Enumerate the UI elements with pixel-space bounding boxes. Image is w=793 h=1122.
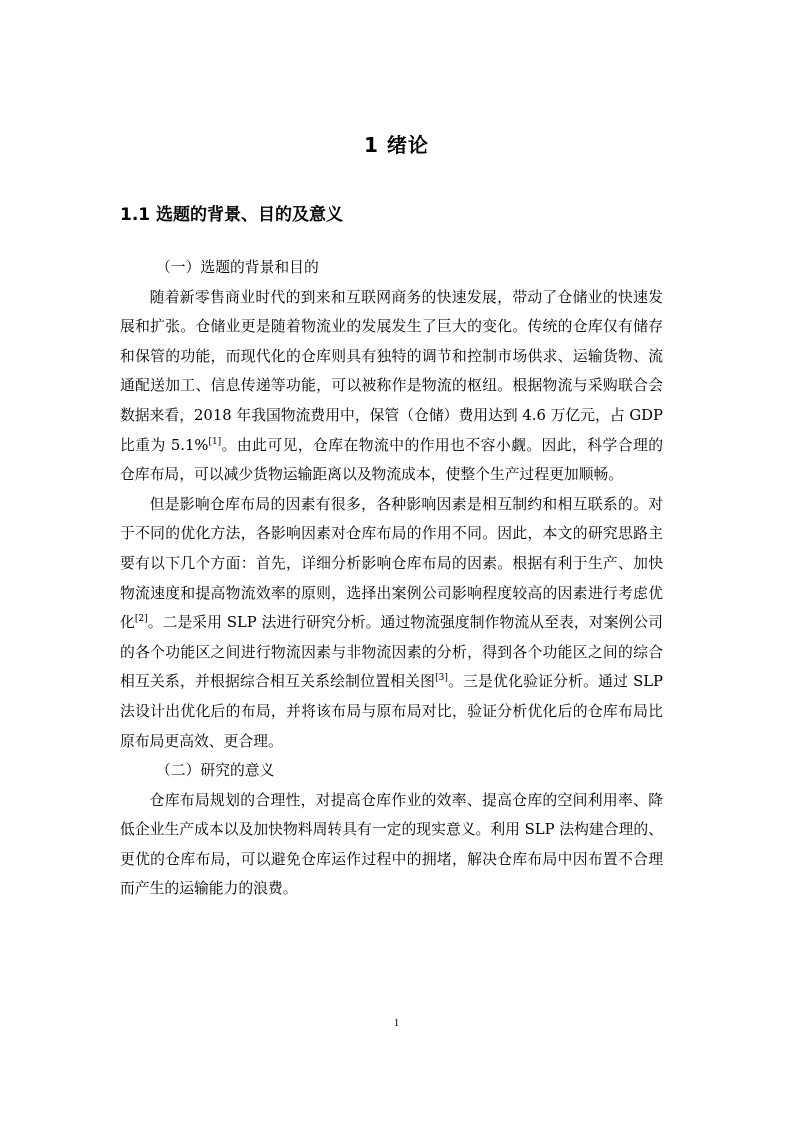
chapter-title: 1 绪论 (364, 133, 429, 157)
section-title: 1.1 选题的背景、目的及意义 (120, 205, 344, 225)
paragraph-background (120, 283, 663, 490)
subheading-background: （一）选题的背景和目的 (156, 259, 319, 276)
body-text (120, 253, 663, 904)
citation-ref: [2] (134, 614, 148, 625)
paragraph-significance: 仓库布局规划的合理性，对提高仓库作业的效率、提高仓库的空间利用率、降低企业生产成本以及加快物料周转具有一定的现实意义。利用 SLP 法构建合理的、更优的仓库布局，可以避免仓库运作过程中的拥堵，解决仓库布局中因布置不合理而产生的运输能力的浪费。 (120, 791, 663, 898)
paragraph-text: 但是影响仓库布局的因素有很多，各种影响因素是相互制约和相互联系的。对于不同的优化方法，各影响因素对仓库布局的作用不同。因此，本文的研究思路主要有以下几个方面：首先，详细分析影响仓库布局的因素。根据有利于生产、加快物流速度和提高物流效率的原则，选择出案例公司影响程度较高的因素进行考虑优化 (120, 495, 663, 632)
paragraph-text: 。由此可见，仓库在物流中的作用也不容小觑。因此，科学合理的仓库布局，可以减少货物运输距离以及物流成本，使整个生产过程更加顺畅。 (120, 436, 663, 484)
paragraph-research-approach (120, 490, 663, 756)
paragraph-text: 。三是优化验证分析。通过 SLP 法设计出优化后的布局，并将该布局与原布局对比，验证分析优化后的仓库布局比原布局更高效、更合理。 (120, 673, 663, 750)
subheading-significance: （二）研究的意义 (156, 762, 275, 780)
page-number: 1 (393, 1017, 400, 1029)
paragraph-text: 。二是采用 SLP 法进行研究分析。通过物流强度制作物流从至表，对案例公司的各个功能区之间进行物流因素与非物流因素的分析，得到各个功能区之间的综合相互关系，并根据综合相互关系绘制位置相关图 (120, 614, 663, 691)
citation-ref: [1] (208, 436, 222, 447)
paragraph-text: 随着新零售商业时代的到来和互联网商务的快速发展，带动了仓储业的快速发展和扩张。仓储业更是随着物流业的发展发生了巨大的变化。传统的仓库仅有储存和保管的功能，而现代化的仓库则具有独特的调节和控制市场供求、运输货物、流通配送加工、信息传递等功能，可以被称作是物流的枢纽。根据物流与采购联合会数据来看，2018 年我国物流费用中，保管（仓储）费用达到 4.6 万亿元，占 GDP 比重为 5.1% (120, 288, 663, 454)
citation-ref: [3] (435, 673, 448, 684)
